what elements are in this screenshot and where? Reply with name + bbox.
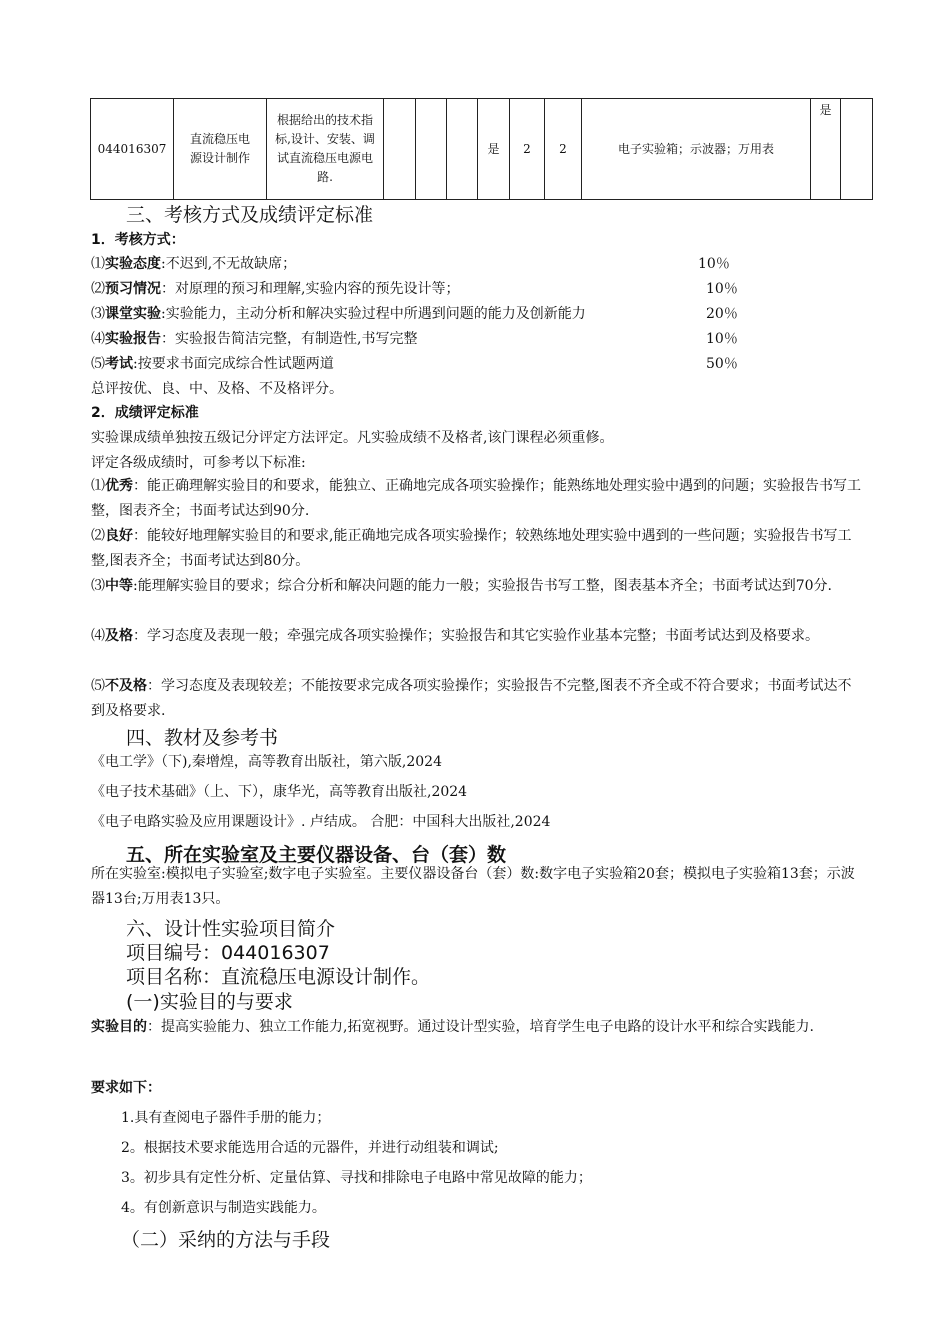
assessment-item: ⑴实验态度:不迟到,不无故缺席； [91, 256, 297, 272]
item-label: 实验报告 [105, 331, 161, 347]
section-3-sub2: 2．成绩评定标准 [91, 405, 199, 421]
cell-empty [841, 99, 873, 200]
requirement-item: 4。有创新意识与制造实践能力。 [121, 1200, 326, 1216]
section-3-title: 三、考核方式及成绩评定标准 [126, 204, 374, 226]
cell-empty [447, 99, 478, 200]
requirement-item: 3。初步具有定性分析、定量估算、寻找和排除电子电路中常见故障的能力； [121, 1170, 592, 1186]
section-3-sub1: 1．考核方式： [91, 232, 185, 248]
cell-group: 2 [545, 99, 582, 200]
item-label: 课堂实验 [105, 306, 161, 322]
assessment-item: ⑷实验报告：实验报告简洁完整，有制造性,书写完整 [91, 331, 418, 347]
cell-required: 是 [478, 99, 510, 200]
requirement-item: 1.具有查阅电子器件手册的能力； [121, 1110, 331, 1126]
lab-equipment-text: 所在实验室:模拟电子实验室;数字电子实验室。主要仪器设备台（套）数:数字电子实验箱20套；模拟电子实验箱13套；示波器13台;万用表13只。 [91, 866, 855, 907]
summary-text: 总评按优、良、中、及格、不及格评分。 [91, 381, 343, 397]
grade-label: 及格 [105, 628, 133, 644]
section-4-title: 四、教材及参考书 [126, 727, 279, 749]
item-percent: 10％ [706, 281, 738, 297]
item-percent: 10％ [706, 331, 738, 347]
grade-paragraph: ⑷及格：学习态度及表现一般；牵强完成各项实验操作；实验报告和其它实验作业基本完整；书面考试达到及格要求。 [91, 628, 819, 644]
grade-label: 不及格 [105, 678, 147, 694]
table-row [91, 99, 873, 200]
item-label: 实验态度 [105, 256, 161, 272]
assessment-item: ⑶课堂实验:实验能力，主动分析和解决实验过程中所遇到问题的能力及创新能力 [91, 306, 586, 322]
experiment-table [90, 98, 873, 200]
item-label: 预习情况 [105, 281, 161, 297]
item-percent: 10％ [698, 256, 730, 272]
item-percent: 50％ [706, 356, 738, 372]
grade-label: 优秀 [105, 478, 133, 494]
cell-hours: 2 [510, 99, 545, 200]
assessment-item: ⑸考试:按要求书面完成综合性试题两道 [91, 356, 334, 372]
cell-equipment: 电子实验箱；示波器；万用表 [582, 99, 811, 200]
cell-content: 根据给出的技术指标,设计、安装、调试直流稳压电源电路. [267, 99, 384, 200]
reference-book: 《电子技术基础》（上、下），康华光，高等教育出版社,2024 [91, 784, 468, 800]
grade-paragraph: ⑵良好：能较好地理解实验目的和要求,能正确地完成各项实验操作；较熟练地处理实验中遇到的一些问题；实验报告书写工整,图表齐全；书面考试达到80分。 [91, 528, 852, 569]
requirement-item: 2。根据技术要求能选用合适的元器件，并进行动组装和调试; [121, 1140, 499, 1156]
cell-empty [384, 99, 416, 200]
grading-intro: 实验课成绩单独按五级记分评定方法评定。凡实验成绩不及格者,该门课程必须重修。 [91, 430, 614, 446]
requirements-label: 要求如下： [91, 1080, 161, 1096]
cell-design: 是 [811, 99, 841, 200]
reference-book: 《电工学》（下),秦增煌，高等教育出版社，第六版,2024 [91, 754, 442, 770]
grade-paragraph: ⑴优秀：能正确理解实验目的和要求，能独立、正确地完成各项实验操作；能熟练地处理实验中遇到的问题；实验报告书写工整，图表齐全；书面考试达到90分. [91, 478, 861, 519]
grade-label: 中等 [105, 578, 133, 594]
cell-name: 直流稳压电源设计制作 [174, 99, 267, 200]
item-percent: 20％ [706, 306, 738, 322]
subsection-aims: (一)实验目的与要求 [126, 991, 293, 1013]
reference-book: 《电子电路实验及应用课题设计》. 卢结成。 合肥：中国科大出版社,2024 [91, 814, 551, 830]
grade-label: 良好 [105, 528, 133, 544]
subsection-methods: （二）采纳的方法与手段 [121, 1229, 331, 1251]
project-code: 项目编号：044016307 [126, 942, 330, 964]
item-label: 考试 [105, 356, 133, 372]
section-5-title: 五、所在实验室及主要仪器设备、台（套）数 [126, 844, 507, 866]
project-name: 项目名称：直流稳压电源设计制作。 [126, 966, 431, 988]
grade-paragraph: ⑶中等:能理解实验目的要求；综合分析和解决问题的能力一般；实验报告书写工整，图表基本齐全；书面考试达到70分. [91, 578, 832, 594]
aim-label: 实验目的 [91, 1019, 147, 1035]
cell-empty [416, 99, 447, 200]
grade-paragraph: ⑸不及格：学习态度及表现较差；不能按要求完成各项实验操作；实验报告不完整,图表不齐全或不符合要求；书面考试达不到及格要求. [91, 678, 852, 719]
section-6-title: 六、设计性实验项目简介 [126, 918, 336, 940]
cell-code: 044016307 [91, 99, 174, 200]
grading-intro-2: 评定各级成绩时，可参考以下标准: [91, 455, 306, 471]
assessment-item: ⑵预习情况：对原理的预习和理解,实验内容的预先设计等； [91, 281, 460, 297]
aim-paragraph: 实验目的：提高实验能力、独立工作能力,拓宽视野。通过设计型实验，培育学生电子电路的设计水平和综合实践能力. [91, 1019, 814, 1035]
